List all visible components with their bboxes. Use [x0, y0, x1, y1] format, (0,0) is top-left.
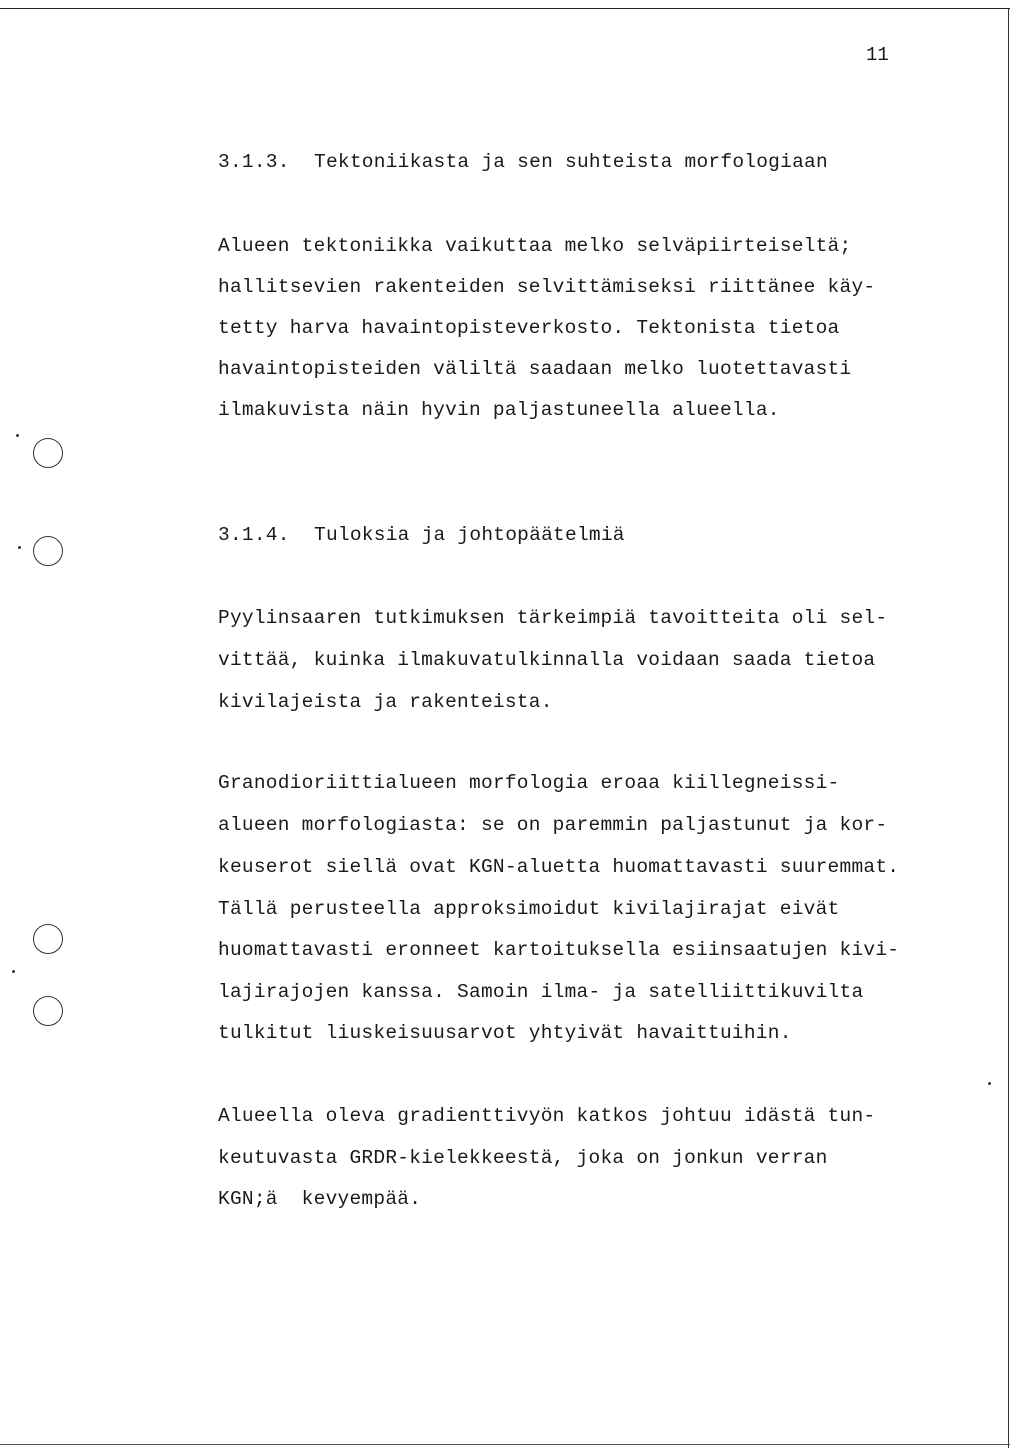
punch-hole: [33, 924, 63, 954]
section-title: Tuloksia ja johtopäätelmiä: [314, 524, 625, 546]
scan-speck: [18, 546, 21, 549]
scan-speck: [12, 970, 15, 973]
scan-border-right: [1008, 8, 1009, 1448]
punch-hole: [33, 438, 63, 468]
scan-border-top: [0, 8, 1010, 9]
paragraph-line: Granodioriittialueen morfologia eroaa kiillegneissi-: [218, 772, 840, 794]
paragraph-line: keutuvasta GRDR-kielekkeestä, joka on jonkun verran: [218, 1147, 828, 1169]
paragraph-line: ilmakuvista näin hyvin paljastuneella alueella.: [218, 399, 780, 421]
punch-hole: [33, 996, 63, 1026]
paragraph-line: tulkitut liuskeisuusarvot yhtyivät havaittuihin.: [218, 1022, 792, 1044]
paragraph-line: Tällä perusteella approksimoidut kivilajirajat eivät: [218, 898, 840, 920]
paragraph-line: KGN;ä kevyempää.: [218, 1188, 422, 1210]
paragraph-line: vittää, kuinka ilmakuvatulkinnalla voidaan saada tietoa: [218, 649, 876, 671]
scan-speck: [16, 434, 19, 437]
paragraph-line: kivilajeista ja rakenteista.: [218, 691, 553, 713]
paragraph-line: hallitsevien rakenteiden selvittämiseksi riittänee käy-: [218, 276, 876, 298]
section-title: Tektoniikasta ja sen suhteista morfologiaan: [314, 151, 828, 173]
punch-hole: [33, 536, 63, 566]
section-heading: [218, 150, 828, 174]
paragraph-line: Alueen tektoniikka vaikuttaa melko selväpiirteiseltä;: [218, 235, 852, 257]
paragraph-line: lajirajojen kanssa. Samoin ilma- ja satelliittikuvilta: [218, 981, 864, 1003]
section-number: 3.1.3.: [218, 151, 290, 173]
paragraph-line: alueen morfologiasta: se on paremmin paljastunut ja kor-: [218, 814, 888, 836]
paragraph-line: Alueella oleva gradienttivyön katkos johtuu idästä tun-: [218, 1105, 876, 1127]
paragraph-line: havaintopisteiden väliltä saadaan melko luotettavasti: [218, 358, 852, 380]
paragraph-line: huomattavasti eronneet kartoituksella esiinsaatujen kivi-: [218, 939, 900, 961]
section-number: 3.1.4.: [218, 524, 290, 546]
paragraph-line: tetty harva havaintopisteverkosto. Tektonista tietoa: [218, 317, 840, 339]
paragraph-line: Pyylinsaaren tutkimuksen tärkeimpiä tavoitteita oli sel-: [218, 607, 888, 629]
scan-speck: [988, 1082, 991, 1085]
page-number: 11: [866, 44, 889, 66]
section-heading: [218, 523, 625, 547]
paragraph-line: keuserot siellä ovat KGN-aluetta huomattavasti suuremmat.: [218, 856, 900, 878]
scan-border-bottom: [0, 1444, 1010, 1445]
